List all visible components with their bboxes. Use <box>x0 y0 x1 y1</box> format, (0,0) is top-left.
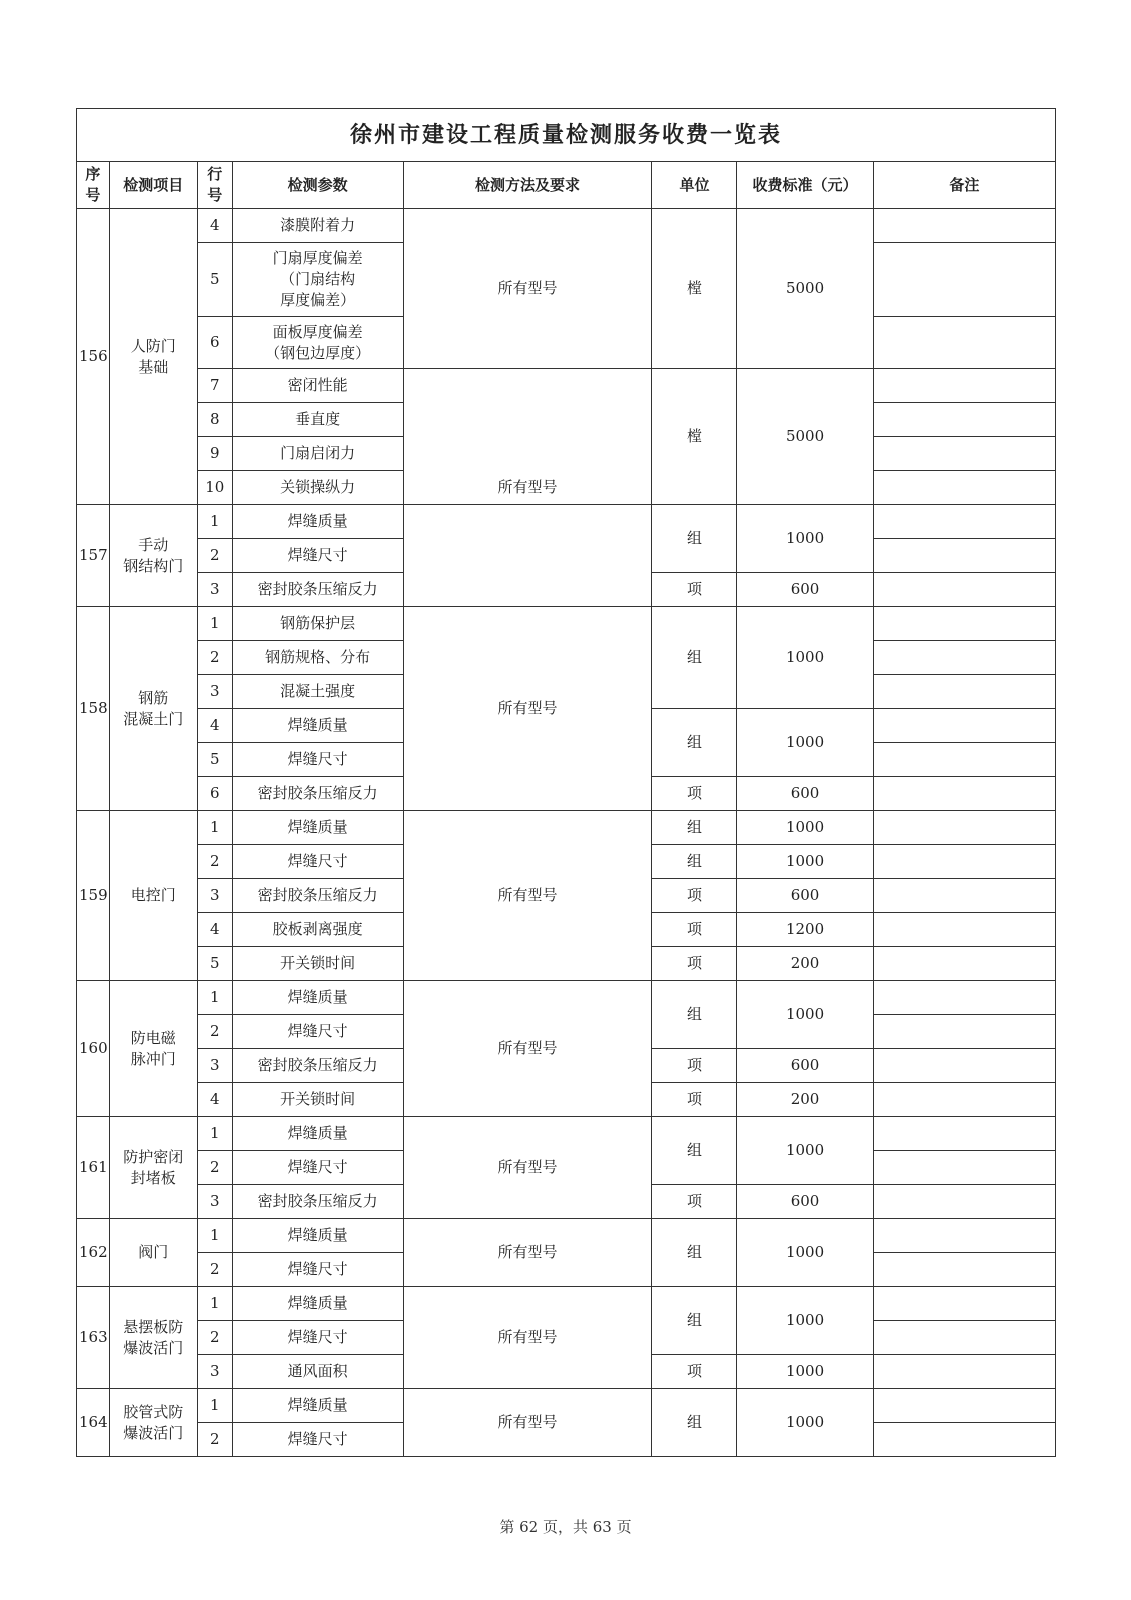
table-row <box>77 1389 1056 1423</box>
row-unit: 组 <box>652 607 737 709</box>
row-param: 焊缝质量 <box>232 1389 403 1423</box>
row-fee: 1000 <box>737 845 873 879</box>
row-fee: 1000 <box>737 1219 873 1287</box>
row-fee: 600 <box>737 879 873 913</box>
row-method <box>403 505 652 607</box>
table-row <box>77 981 1056 1015</box>
row-note <box>873 1083 1055 1117</box>
row-param: 焊缝质量 <box>232 505 403 539</box>
row-no: 2 <box>197 1015 232 1049</box>
row-no: 4 <box>197 209 232 243</box>
row-fee: 1000 <box>737 505 873 573</box>
row-note <box>873 539 1055 573</box>
row-note <box>873 403 1055 437</box>
row-param: 焊缝尺寸 <box>232 1253 403 1287</box>
row-no: 4 <box>197 913 232 947</box>
row-param: 门扇启闭力 <box>232 437 403 471</box>
row-fee: 1000 <box>737 607 873 709</box>
row-note <box>873 471 1055 505</box>
row-param: 门扇厚度偏差 （门扇结构 厚度偏差） <box>232 243 403 317</box>
row-fee: 1000 <box>737 1287 873 1355</box>
row-note <box>873 1355 1055 1389</box>
row-no: 2 <box>197 1321 232 1355</box>
row-note <box>873 709 1055 743</box>
row-no: 1 <box>197 1287 232 1321</box>
row-unit: 项 <box>652 777 737 811</box>
table-row <box>77 505 1056 539</box>
row-unit: 项 <box>652 1083 737 1117</box>
row-param: 钢筋保护层 <box>232 607 403 641</box>
row-note <box>873 505 1055 539</box>
row-no: 6 <box>197 317 232 369</box>
row-note <box>873 1117 1055 1151</box>
row-param: 密闭性能 <box>232 369 403 403</box>
row-note <box>873 317 1055 369</box>
group-item: 防护密闭 封堵板 <box>109 1117 197 1219</box>
row-fee: 5000 <box>737 209 873 369</box>
row-method: 所有型号 <box>403 209 652 369</box>
row-method: 所有型号 <box>403 1117 652 1219</box>
row-method: 所有型号 <box>403 1389 652 1457</box>
row-method: 所有型号 <box>403 607 652 811</box>
group-item: 胶管式防 爆波活门 <box>109 1389 197 1457</box>
row-no: 9 <box>197 437 232 471</box>
table-row <box>77 1117 1056 1151</box>
row-no: 5 <box>197 947 232 981</box>
row-no: 10 <box>197 471 232 505</box>
row-note <box>873 777 1055 811</box>
row-param: 混凝土强度 <box>232 675 403 709</box>
row-no: 3 <box>197 1049 232 1083</box>
row-no: 3 <box>197 1185 232 1219</box>
row-fee: 1000 <box>737 709 873 777</box>
row-method: 所有型号 <box>403 1219 652 1287</box>
row-no: 1 <box>197 505 232 539</box>
row-note <box>873 1287 1055 1321</box>
row-fee: 1000 <box>737 1117 873 1185</box>
row-note <box>873 743 1055 777</box>
row-fee: 5000 <box>737 369 873 505</box>
row-unit: 项 <box>652 573 737 607</box>
row-no: 2 <box>197 1151 232 1185</box>
group-item: 阀门 <box>109 1219 197 1287</box>
row-fee: 600 <box>737 573 873 607</box>
row-note <box>873 437 1055 471</box>
row-unit: 项 <box>652 1355 737 1389</box>
row-param: 焊缝质量 <box>232 1219 403 1253</box>
header-note: 备注 <box>873 162 1055 209</box>
row-no: 1 <box>197 1117 232 1151</box>
row-note <box>873 879 1055 913</box>
row-no: 8 <box>197 403 232 437</box>
row-param: 密封胶条压缩反力 <box>232 879 403 913</box>
row-param: 焊缝质量 <box>232 1117 403 1151</box>
table-row <box>77 1219 1056 1253</box>
row-note <box>873 573 1055 607</box>
row-no: 2 <box>197 641 232 675</box>
row-unit: 项 <box>652 1185 737 1219</box>
row-param: 焊缝质量 <box>232 1287 403 1321</box>
header-fee: 收费标准（元） <box>737 162 873 209</box>
row-note <box>873 641 1055 675</box>
row-note <box>873 1423 1055 1457</box>
row-unit: 项 <box>652 947 737 981</box>
row-fee: 1000 <box>737 981 873 1049</box>
table-row <box>77 811 1056 845</box>
row-no: 6 <box>197 777 232 811</box>
row-param: 焊缝质量 <box>232 811 403 845</box>
header-param: 检测参数 <box>232 162 403 209</box>
row-param: 焊缝尺寸 <box>232 1423 403 1457</box>
row-no: 1 <box>197 1219 232 1253</box>
row-note <box>873 1185 1055 1219</box>
row-param: 焊缝尺寸 <box>232 1015 403 1049</box>
group-no: 160 <box>77 981 110 1117</box>
row-fee: 600 <box>737 777 873 811</box>
row-fee: 1000 <box>737 1355 873 1389</box>
row-note <box>873 1015 1055 1049</box>
row-unit: 组 <box>652 845 737 879</box>
group-item: 钢筋 混凝土门 <box>109 607 197 811</box>
row-method: 所有型号 <box>403 811 652 981</box>
row-unit: 组 <box>652 505 737 573</box>
row-param: 焊缝尺寸 <box>232 1321 403 1355</box>
row-param: 焊缝尺寸 <box>232 539 403 573</box>
row-unit: 组 <box>652 1287 737 1355</box>
row-no: 1 <box>197 981 232 1015</box>
header-method: 检测方法及要求 <box>403 162 652 209</box>
row-method: 所有型号 <box>403 1287 652 1389</box>
row-note <box>873 811 1055 845</box>
row-param: 密封胶条压缩反力 <box>232 777 403 811</box>
row-param: 焊缝质量 <box>232 981 403 1015</box>
row-no: 2 <box>197 845 232 879</box>
row-no: 7 <box>197 369 232 403</box>
row-no: 3 <box>197 573 232 607</box>
row-note <box>873 1049 1055 1083</box>
row-note <box>873 369 1055 403</box>
row-no: 1 <box>197 607 232 641</box>
row-param: 密封胶条压缩反力 <box>232 1185 403 1219</box>
row-no: 1 <box>197 1389 232 1423</box>
group-no: 162 <box>77 1219 110 1287</box>
row-param: 垂直度 <box>232 403 403 437</box>
row-unit: 组 <box>652 1219 737 1287</box>
header-no: 序 号 <box>77 162 110 209</box>
row-note <box>873 1321 1055 1355</box>
group-no: 159 <box>77 811 110 981</box>
table-row <box>77 1287 1056 1321</box>
row-fee: 1000 <box>737 811 873 845</box>
row-fee: 200 <box>737 1083 873 1117</box>
row-param: 通风面积 <box>232 1355 403 1389</box>
row-note <box>873 1389 1055 1423</box>
row-unit: 项 <box>652 913 737 947</box>
group-no: 164 <box>77 1389 110 1457</box>
group-no: 158 <box>77 607 110 811</box>
row-param: 焊缝尺寸 <box>232 845 403 879</box>
row-unit: 樘 <box>652 369 737 505</box>
row-param: 焊缝尺寸 <box>232 743 403 777</box>
row-unit: 项 <box>652 1049 737 1083</box>
group-item: 电控门 <box>109 811 197 981</box>
row-unit: 项 <box>652 879 737 913</box>
row-param: 开关锁时间 <box>232 1083 403 1117</box>
group-item: 防电磁 脉冲门 <box>109 981 197 1117</box>
group-no: 157 <box>77 505 110 607</box>
group-no: 161 <box>77 1117 110 1219</box>
row-fee: 200 <box>737 947 873 981</box>
row-unit: 组 <box>652 709 737 777</box>
row-unit: 组 <box>652 981 737 1049</box>
group-item: 人防门 基础 <box>109 209 197 505</box>
header-unit: 单位 <box>652 162 737 209</box>
row-fee: 1000 <box>737 1389 873 1457</box>
row-no: 5 <box>197 743 232 777</box>
row-param: 密封胶条压缩反力 <box>232 1049 403 1083</box>
row-param: 面板厚度偏差 （钢包边厚度） <box>232 317 403 369</box>
row-unit: 组 <box>652 1117 737 1185</box>
table-row <box>77 369 1056 403</box>
group-no: 163 <box>77 1287 110 1389</box>
group-item: 手动 钢结构门 <box>109 505 197 607</box>
row-no: 2 <box>197 1423 232 1457</box>
row-no: 4 <box>197 1083 232 1117</box>
row-fee: 1200 <box>737 913 873 947</box>
row-note <box>873 913 1055 947</box>
header-row <box>77 162 1056 209</box>
row-no: 3 <box>197 675 232 709</box>
table-row <box>77 607 1056 641</box>
row-param: 焊缝尺寸 <box>232 1151 403 1185</box>
row-unit: 组 <box>652 811 737 845</box>
row-note <box>873 845 1055 879</box>
table-row <box>77 209 1056 243</box>
row-param: 焊缝质量 <box>232 709 403 743</box>
row-param: 密封胶条压缩反力 <box>232 573 403 607</box>
row-no: 5 <box>197 243 232 317</box>
row-no: 2 <box>197 1253 232 1287</box>
row-param: 关锁操纵力 <box>232 471 403 505</box>
row-note <box>873 1151 1055 1185</box>
row-fee: 600 <box>737 1185 873 1219</box>
row-method: 所有型号 <box>403 369 652 505</box>
row-no: 3 <box>197 1355 232 1389</box>
row-note <box>873 1253 1055 1287</box>
row-param: 钢筋规格、分布 <box>232 641 403 675</box>
group-no: 156 <box>77 209 110 505</box>
header-item: 检测项目 <box>109 162 197 209</box>
header-row-no: 行 号 <box>197 162 232 209</box>
row-note <box>873 243 1055 317</box>
row-param: 漆膜附着力 <box>232 209 403 243</box>
row-note <box>873 981 1055 1015</box>
row-no: 3 <box>197 879 232 913</box>
fee-table <box>76 108 1056 1457</box>
row-fee: 600 <box>737 1049 873 1083</box>
page-number: 第 62 页，共 63 页 <box>499 1518 632 1536</box>
row-param: 开关锁时间 <box>232 947 403 981</box>
row-note <box>873 1219 1055 1253</box>
row-unit: 组 <box>652 1389 737 1457</box>
row-no: 1 <box>197 811 232 845</box>
group-item: 悬摆板防 爆波活门 <box>109 1287 197 1389</box>
row-no: 2 <box>197 539 232 573</box>
row-unit: 樘 <box>652 209 737 369</box>
row-note <box>873 209 1055 243</box>
row-note <box>873 607 1055 641</box>
row-method: 所有型号 <box>403 981 652 1117</box>
row-no: 4 <box>197 709 232 743</box>
row-note <box>873 947 1055 981</box>
table-title: 徐州市建设工程质量检测服务收费一览表 <box>77 109 1056 162</box>
row-note <box>873 675 1055 709</box>
row-param: 胶板剥离强度 <box>232 913 403 947</box>
